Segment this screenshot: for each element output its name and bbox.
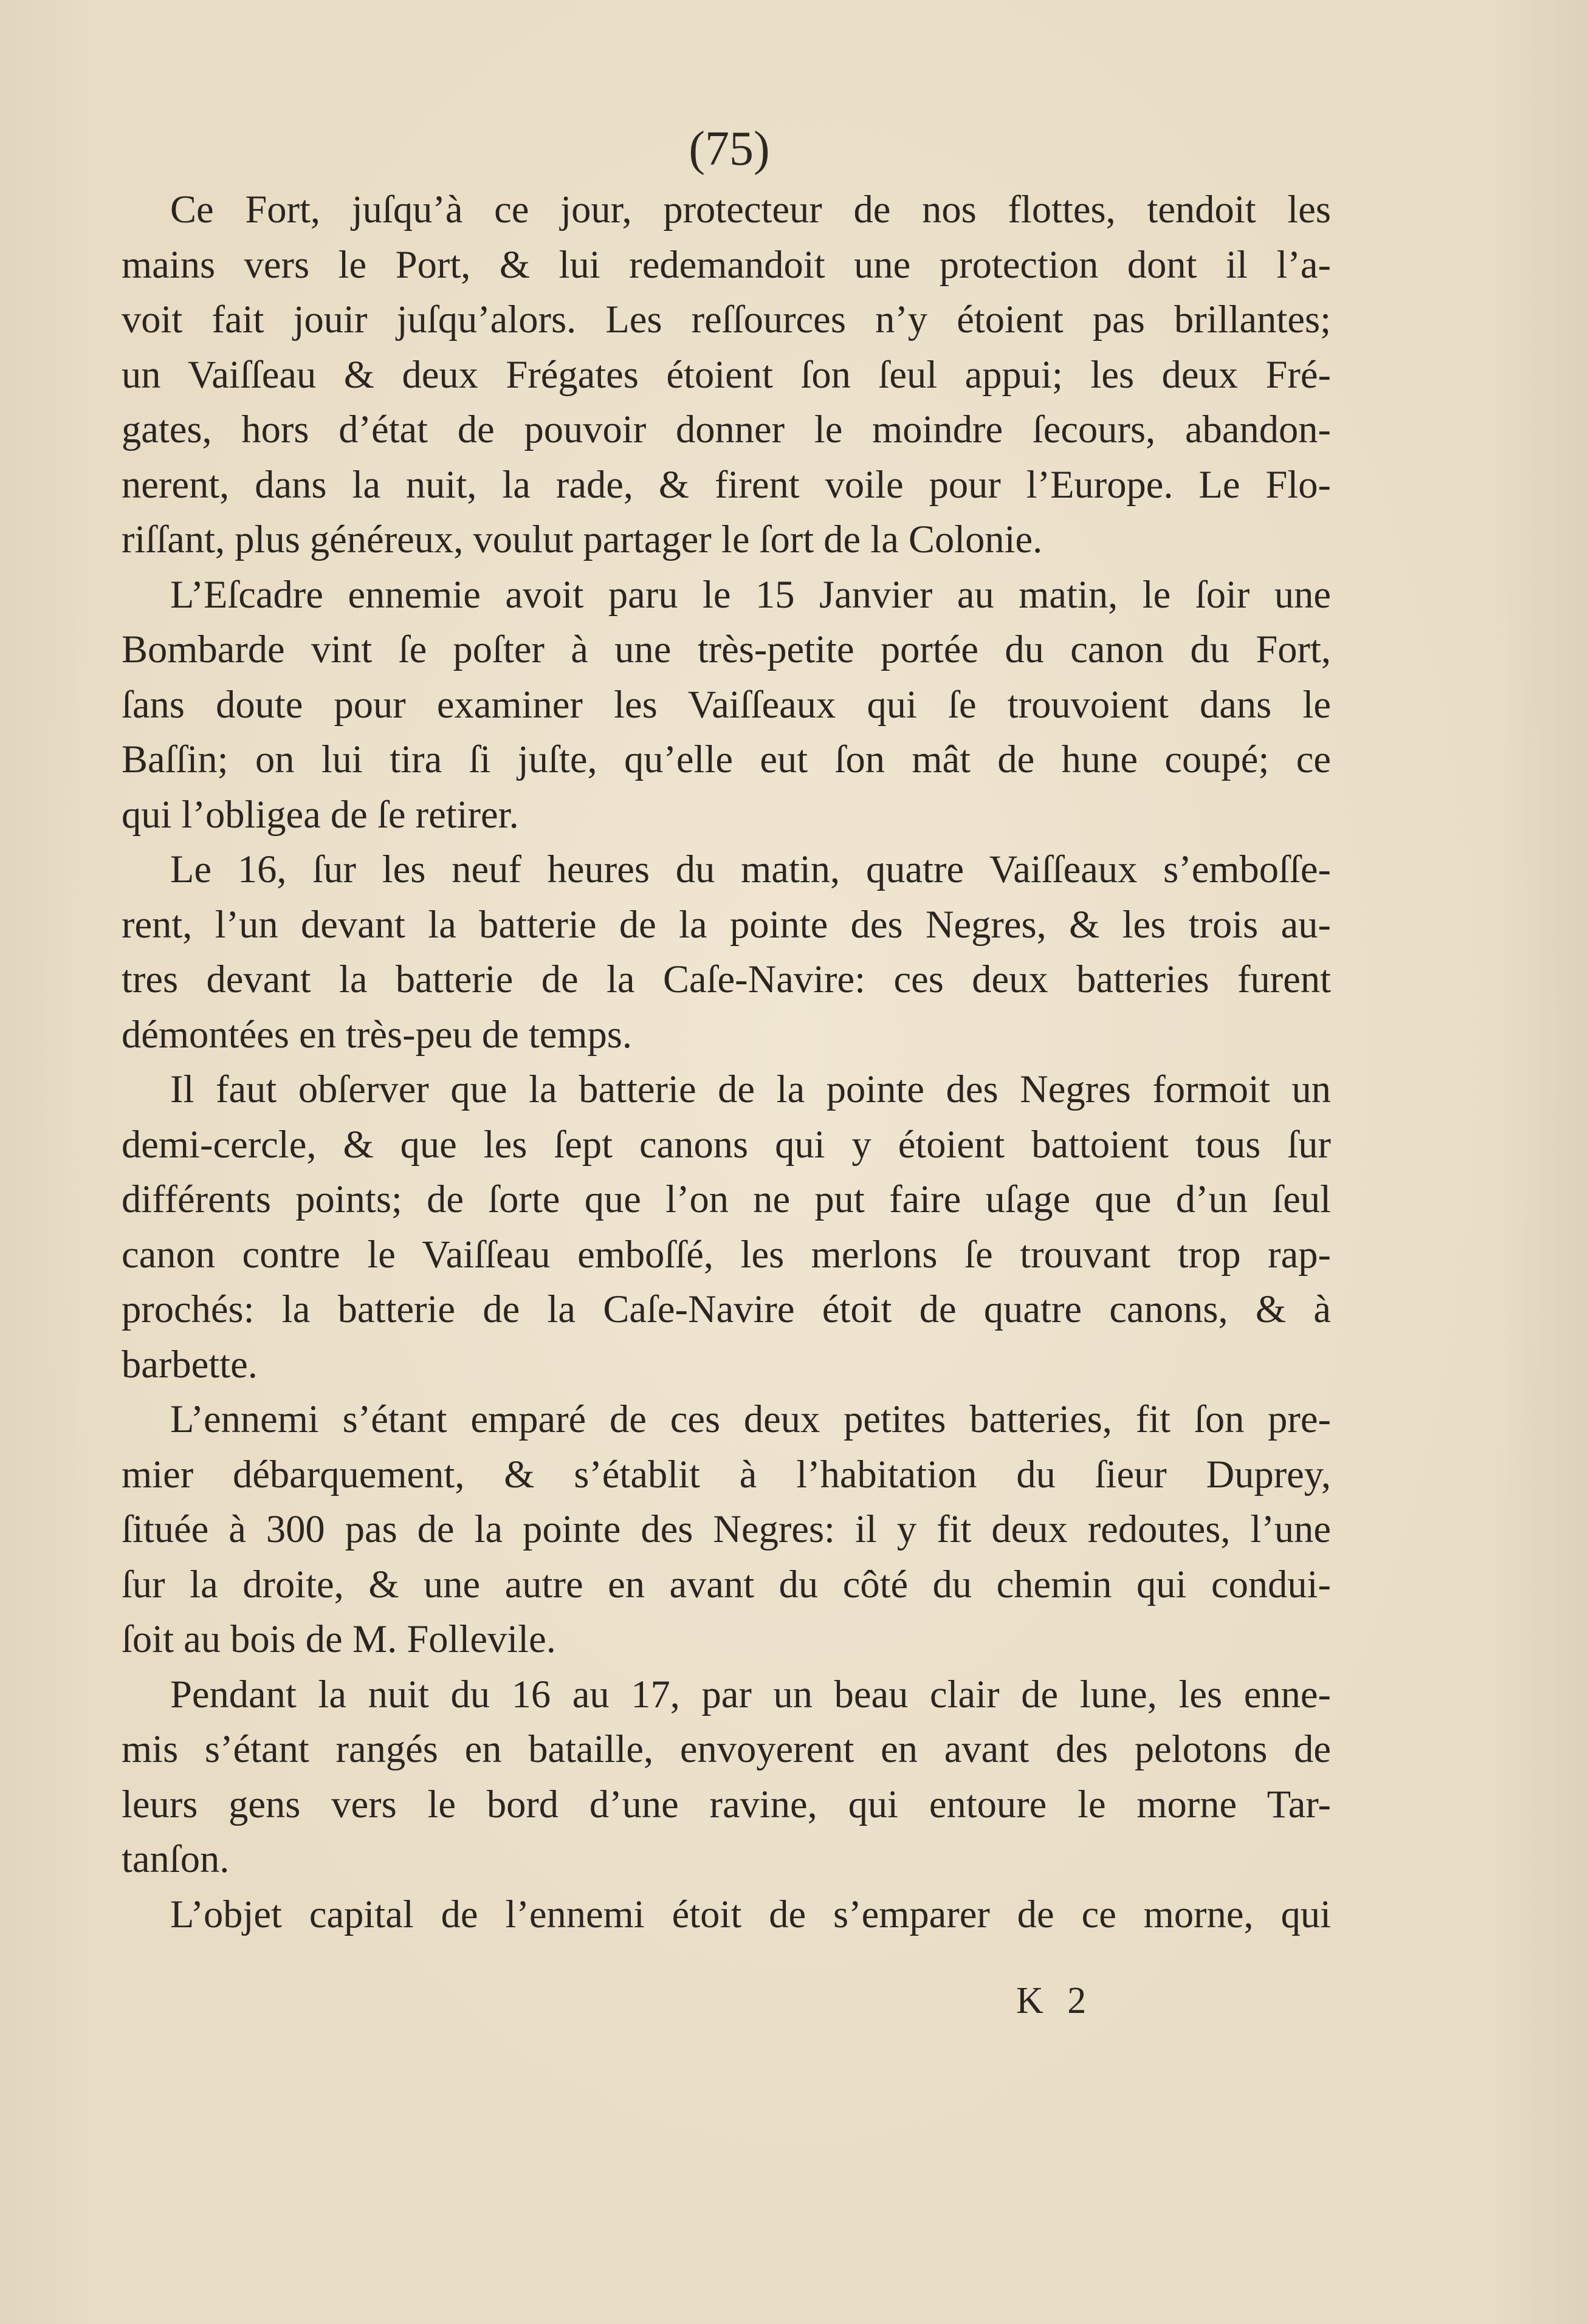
text-line: L’objet capital de l’ennemi étoit de s’emparer de ce morne, qui bbox=[170, 1892, 1331, 1936]
text-line: Bombarde vint ſe poſter à une très-petite portée du canon du Fort, bbox=[122, 628, 1331, 671]
text-line: ſans doute pour examiner les Vaiſſeaux qui ſe trouvoient dans le bbox=[122, 682, 1331, 726]
text-line: leurs gens vers le bord d’une ravine, qui entoure le morne Tar- bbox=[122, 1782, 1331, 1826]
text-line: Il faut obſerver que la batterie de la pointe des Negres formoit un bbox=[170, 1068, 1331, 1111]
body-text bbox=[122, 182, 1331, 1942]
text-line: rent, l’un devant la batterie de la pointe des Negres, & les trois au- bbox=[122, 902, 1331, 946]
text-line: mains vers le Port, & lui redemandoit une protection dont il l’a- bbox=[122, 242, 1331, 286]
text-line: qui l’obligea de ſe retirer. bbox=[122, 792, 519, 836]
text-line: barbette. bbox=[122, 1342, 258, 1386]
page-number: (75) bbox=[689, 122, 770, 176]
text-line: Pendant la nuit du 16 au 17, par un beau clair de lune, les enne- bbox=[170, 1672, 1331, 1716]
text-line: différents points; de ſorte que l’on ne put faire uſage que d’un ſeul bbox=[122, 1177, 1331, 1221]
text-line: nerent, dans la nuit, la rade, & firent voile pour l’Europe. Le Flo- bbox=[122, 462, 1331, 506]
text-line: L’Eſcadre ennemie avoit paru le 15 Janvier au matin, le ſoir une bbox=[170, 572, 1331, 616]
text-line: L’ennemi s’étant emparé de ces deux petites batteries, fit ſon pre- bbox=[170, 1397, 1331, 1441]
text-line: gates, hors d’état de pouvoir donner le moindre ſecours, abandon- bbox=[122, 408, 1331, 451]
text-line: prochés: la batterie de la Caſe-Navire étoit de quatre canons, & à bbox=[122, 1287, 1331, 1331]
text-line: demi-cercle, & que les ſept canons qui y étoient battoient tous ſur bbox=[122, 1122, 1331, 1166]
text-line: riſſant, plus généreux, voulut partager le ſort de la Colonie. bbox=[122, 518, 1043, 561]
text-line: Baſſin; on lui tira ſi juſte, qu’elle eut ſon mât de hune coupé; ce bbox=[122, 738, 1331, 781]
text-line: ſituée à 300 pas de la pointe des Negres: il y fit deux redoutes, l’une bbox=[122, 1507, 1331, 1551]
text-line: Ce Fort, juſqu’à ce jour, protecteur de nos flottes, tendoit les bbox=[170, 188, 1331, 231]
text-line: mier débarquement, & s’établit à l’habitation du ſieur Duprey, bbox=[122, 1452, 1331, 1496]
text-line: un Vaiſſeau & deux Frégates étoient ſon ſeul appui; les deux Fré- bbox=[122, 352, 1331, 396]
signature-mark: K 2 bbox=[1016, 1980, 1094, 2021]
text-line: démontées en très-peu de temps. bbox=[122, 1012, 633, 1056]
text-line: tres devant la batterie de la Caſe-Navire: ces deux batteries furent bbox=[122, 958, 1331, 1001]
text-line: mis s’étant rangés en bataille, envoyerent en avant des pelotons de bbox=[122, 1727, 1331, 1770]
text-line: Le 16, ſur les neuf heures du matin, quatre Vaiſſeaux s’emboſſe- bbox=[170, 848, 1331, 891]
text-line: voit fait jouir juſqu’alors. Les reſſources n’y étoient pas brillantes; bbox=[122, 298, 1331, 341]
text-line: ſur la droite, & une autre en avant du côté du chemin qui condui- bbox=[122, 1562, 1331, 1606]
text-line: canon contre le Vaiſſeau emboſſé, les merlons ſe trouvant trop rap- bbox=[122, 1232, 1331, 1276]
text-line: tanſon. bbox=[122, 1837, 230, 1880]
text-line: ſoit au bois de M. Follevile. bbox=[122, 1617, 556, 1661]
